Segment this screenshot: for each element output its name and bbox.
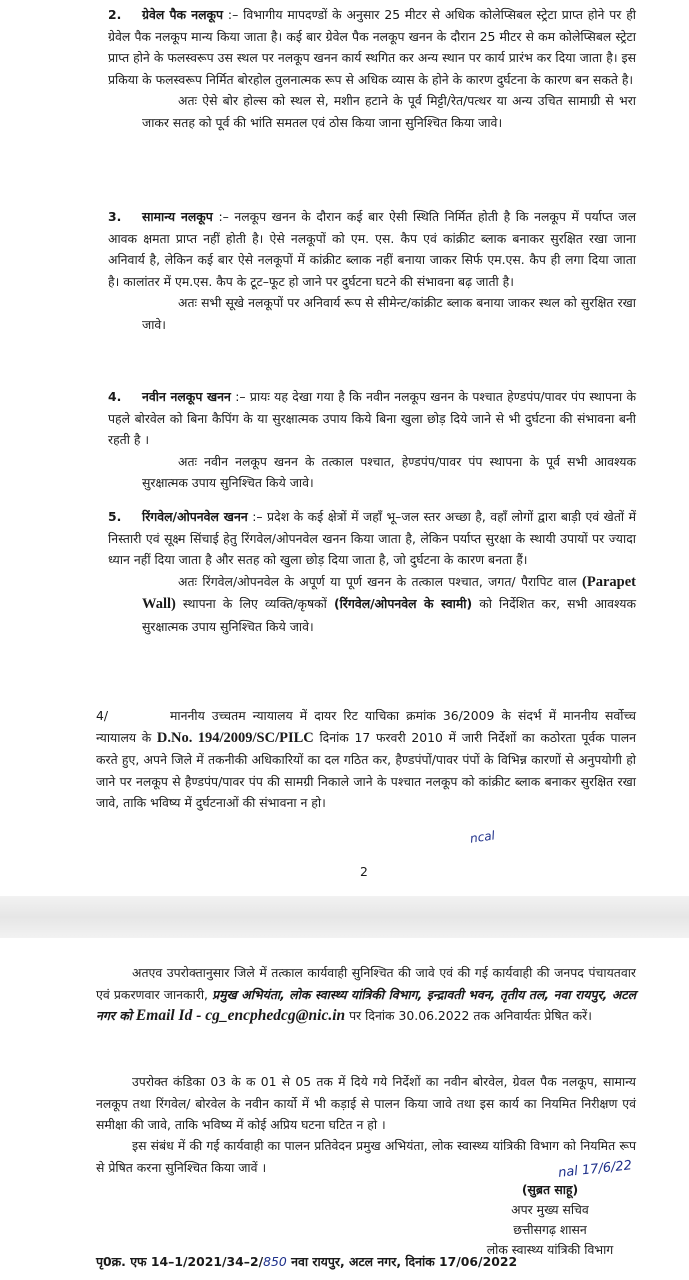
paragraph-4 [96, 705, 636, 814]
signatory-title: अपर मुख्य सचिव [511, 1202, 589, 1217]
reference-place-date: नवा रायपुर, अटल नगर, दिनांक 17/06/2022 [291, 1254, 518, 1269]
reference-number: पृ0क्र. एफ 14–1/2021/34–2/ [96, 1254, 264, 1269]
email-id: Email Id - cg_encphedcg@nic.in [135, 1007, 346, 1025]
item-2-title: ग्रेवेल पैक नलकूप [142, 7, 224, 22]
signatory-government: छत्तीसगढ़ शासन [513, 1222, 587, 1237]
item-4-text: :– प्रायः यह देखा गया है कि नवीन नलकूप खनन के पश्चात हेण्डपंप/पावर पंप स्थापना के पहले बोरवेल को बिना कैपिंग के या सुरक्षात्मक उपाय किये बिना खुला छोड़ दिये जाने से भी दुर्घटना की संभावना बनी रहती है । [108, 389, 636, 448]
item-4-number: 4. [108, 389, 122, 404]
document-page-2 [0, 938, 689, 1280]
page2-p1-text-a: अतएव उपरोक्तानुसार जिले में तत्काल कार्यवाही सुनिश्चित की जावे एवं की गई कार्यवाही की जनपद पंचायतवार एवं प्रकरणवार जानकारी, [96, 965, 636, 1002]
page-number: 2 [360, 864, 368, 879]
item-2-number: 2. [108, 7, 122, 22]
item-5-owner-note: (रिंगवेल/ओपनवेल के स्वामी) [333, 596, 473, 612]
item-5 [108, 506, 636, 638]
item-2-followup: अतः ऐसे बोर होल्स को स्थल से, मशीन हटाने के पूर्व मिट्टी/रेत/पत्थर या अन्य उचित सामाग्री से भरा जाकर सतह को पूर्व की भांति समतल एवं ठोस किया जाना सुनिश्चित किया जावे। [142, 93, 636, 130]
handwritten-signature-date: nal 17/6/22 [557, 1158, 633, 1181]
page2-paragraph-3: इस संबंध में की गई कार्यवाही का पालन प्रतिवेदन प्रमुख अभियंता, लोक स्वास्थ्य यांत्रिकी विभाग को नियमित रूप से प्रेषित करना सुनिश्चित किया जावें । [96, 1138, 636, 1175]
item-5-number: 5. [108, 509, 122, 524]
item-5-followup-text-b: स्थापना के लिए व्यक्ति/कृषकों [182, 596, 327, 612]
item-5-followup-text-c: को निर्देशित कर, सभी आवश्यक सुरक्षात्मक उपाय सुनिश्चित किये जावे। [142, 596, 636, 634]
page2-p1-text-b: पर दिनांक 30.06.2022 तक अनिवार्यतः प्रेषित करें। [349, 1008, 592, 1024]
item-2-text: :– विभागीय मापदण्डों के अनुसार 25 मीटर से अधिक कोलेप्सिबल स्ट्रेटा प्राप्त होने पर ही ग्रेवेल पैक नलकूप मान्य किया जाता है। कई बार ग्रेवेल पैक नलकूप खनन के दौरान 25 मीटर से कम कोलेप्सिबल स्ट्रेटा प्राप्त होने के फलस्वरूप उस स्थल पर नलकूप खनन कार्य स्थगित कर अन्य स्थान पर कार्य प्रारंभ कर दिया जाता है। इस प्रकिया के फलस्वरूप निर्मित बोरहोल तुलनात्मक रूप से अधिक व्यास के होने के कारण दुर्घटना के कारण बन सकते है। [108, 7, 636, 87]
item-3 [108, 206, 636, 336]
paragraph-4-text-b: दिनांक 17 फरवरी 2010 में जारी निर्देशों का कठोरता पूर्वक पालन करते हुए, अपने जिले में तकनीकी अधिकारियों का दल गठित कर, हैण्डपंपों/पावर पंपों के विभिन्न कारणों से अनुपयोगी हो जाने पर नलकूप से हैण्डपंप/पावर पंप की सामग्री निकाले जाने के पश्चात नलकूप को कांक्रीट ब्लाक बनाकर सुरक्षित रखा जावे, ताकि भविष्य में दुर्घटनाओं की संभावना न हो। [96, 729, 636, 811]
item-4-title: नवीन नलकूप खनन [142, 389, 231, 404]
item-5-title: रिंगवेल/ओपनवेल खनन [142, 509, 248, 524]
handwritten-dispatch-number: 850 [263, 1254, 287, 1269]
item-2 [108, 4, 636, 134]
handwritten-initials: ncal [469, 828, 496, 846]
page-separator [0, 896, 689, 938]
item-4-followup: अतः नवीन नलकूप खनन के तत्काल पश्चात, हेण्डपंप/पावर पंप स्थापना के पूर्व सभी आवश्यक सुरक्षात्मक उपाय सुनिश्चित किये जावे। [142, 453, 636, 491]
signature-block [470, 1180, 630, 1260]
item-3-number: 3. [108, 209, 122, 224]
item-3-text: :– नलकूप खनन के दौरान कई बार ऐसी स्थिति निर्मित होती है कि नलकूप में पर्याप्त जल आवक क्षमता प्राप्त नहीं होती है। ऐसे नलकूपों को एम. एस. कैप एवं कांक्रीट ब्लाक बनाकर सुरक्षित रखा जाना अनिवार्य है, लेकिन कई बार ऐसे नलकूपों में कांक्रीट ब्लाक नहीं बनाया जाकर सिर्फ एम.एस. कैप ही लगा दिया जाता है। कालांतर में एम.एस. कैप के टूट–फूट हो जाने पर दुर्घटना घटने की संभावना बढ़ जाती है। [108, 209, 636, 289]
item-5-followup [142, 571, 636, 638]
signatory-name: (सुब्रत साहू) [521, 1182, 579, 1197]
item-3-title: सामान्य नलकूप [142, 209, 213, 224]
office-address: प्रमुख अभियंता, लोक स्वास्थ्य यांत्रिकी विभाग, इन्द्रावती भवन, तृतीय तल, नवा रायपुर, अटल नगर को [96, 986, 636, 1024]
paragraph-4-text-a: माननीय उच्चतम न्यायालय में दायर रिट याचिका क्रमांक 36/2009 के संदर्भ में माननीय सर्वोच्च न्यायालय के [96, 708, 636, 745]
item-5-text: :– प्रदेश के कई क्षेत्रों में जहाँ भू–जल स्तर अच्छा है, वहाँ लोगों द्वारा बाड़ी एवं खेतों में निस्तारी एवं सूक्ष्म सिंचाई हेतु रिंगवेल/ओपनवेल खनन किया जाता है, लेकिन पर्याप्त सुरक्षा के स्थायी उपायों पर ज्यादा ध्यान नहीं दिया जाता है और सतह को खुला छोड़ दिया जाता है, जो दुर्घटना के कारण बनता हैं। [108, 509, 636, 568]
item-5-followup-text-a: अतः रिंगवेल/ओपनवेल के अपूर्ण या पूर्ण खनन के तत्काल पश्चात, जगत/ पैरापिट वाल [178, 573, 577, 589]
page2-paragraph-1 [96, 962, 636, 1027]
parapet-wall-term: (Parapet Wall) [142, 573, 636, 613]
item-4 [108, 386, 636, 494]
item-3-followup: अतः सभी सूखे नलकूपों पर अनिवार्य रूप से सीमेन्ट/कांक्रीट ब्लाक बनाया जाकर स्थल को सुरक्षित रखा जावे। [142, 295, 636, 332]
reference-footer [96, 1253, 517, 1270]
signatory-department: लोक स्वास्थ्य यांत्रिकी विभाग [486, 1242, 614, 1257]
paragraph-4-number: 4/ [96, 708, 109, 723]
page2-paragraph-2: उपरोक्त कंडिका 03 के क 01 से 05 तक में दिये गये निर्देशों का नवीन बोरवेल, ग्रेवल पैक नलकूप, सामान्य नलकूप तथा रिंगवेल/ बोरवेल के नवीन कार्यो में भी कड़ाई से पालन किया जावे तथा इस कार्य का नियमित निरीक्षण एवं समीक्षा की जावे, ताकि भविष्य में कोई अप्रिय घटना घटित न हो । [96, 1074, 636, 1133]
case-number: D.No. 194/2009/SC/PILC [156, 729, 314, 746]
